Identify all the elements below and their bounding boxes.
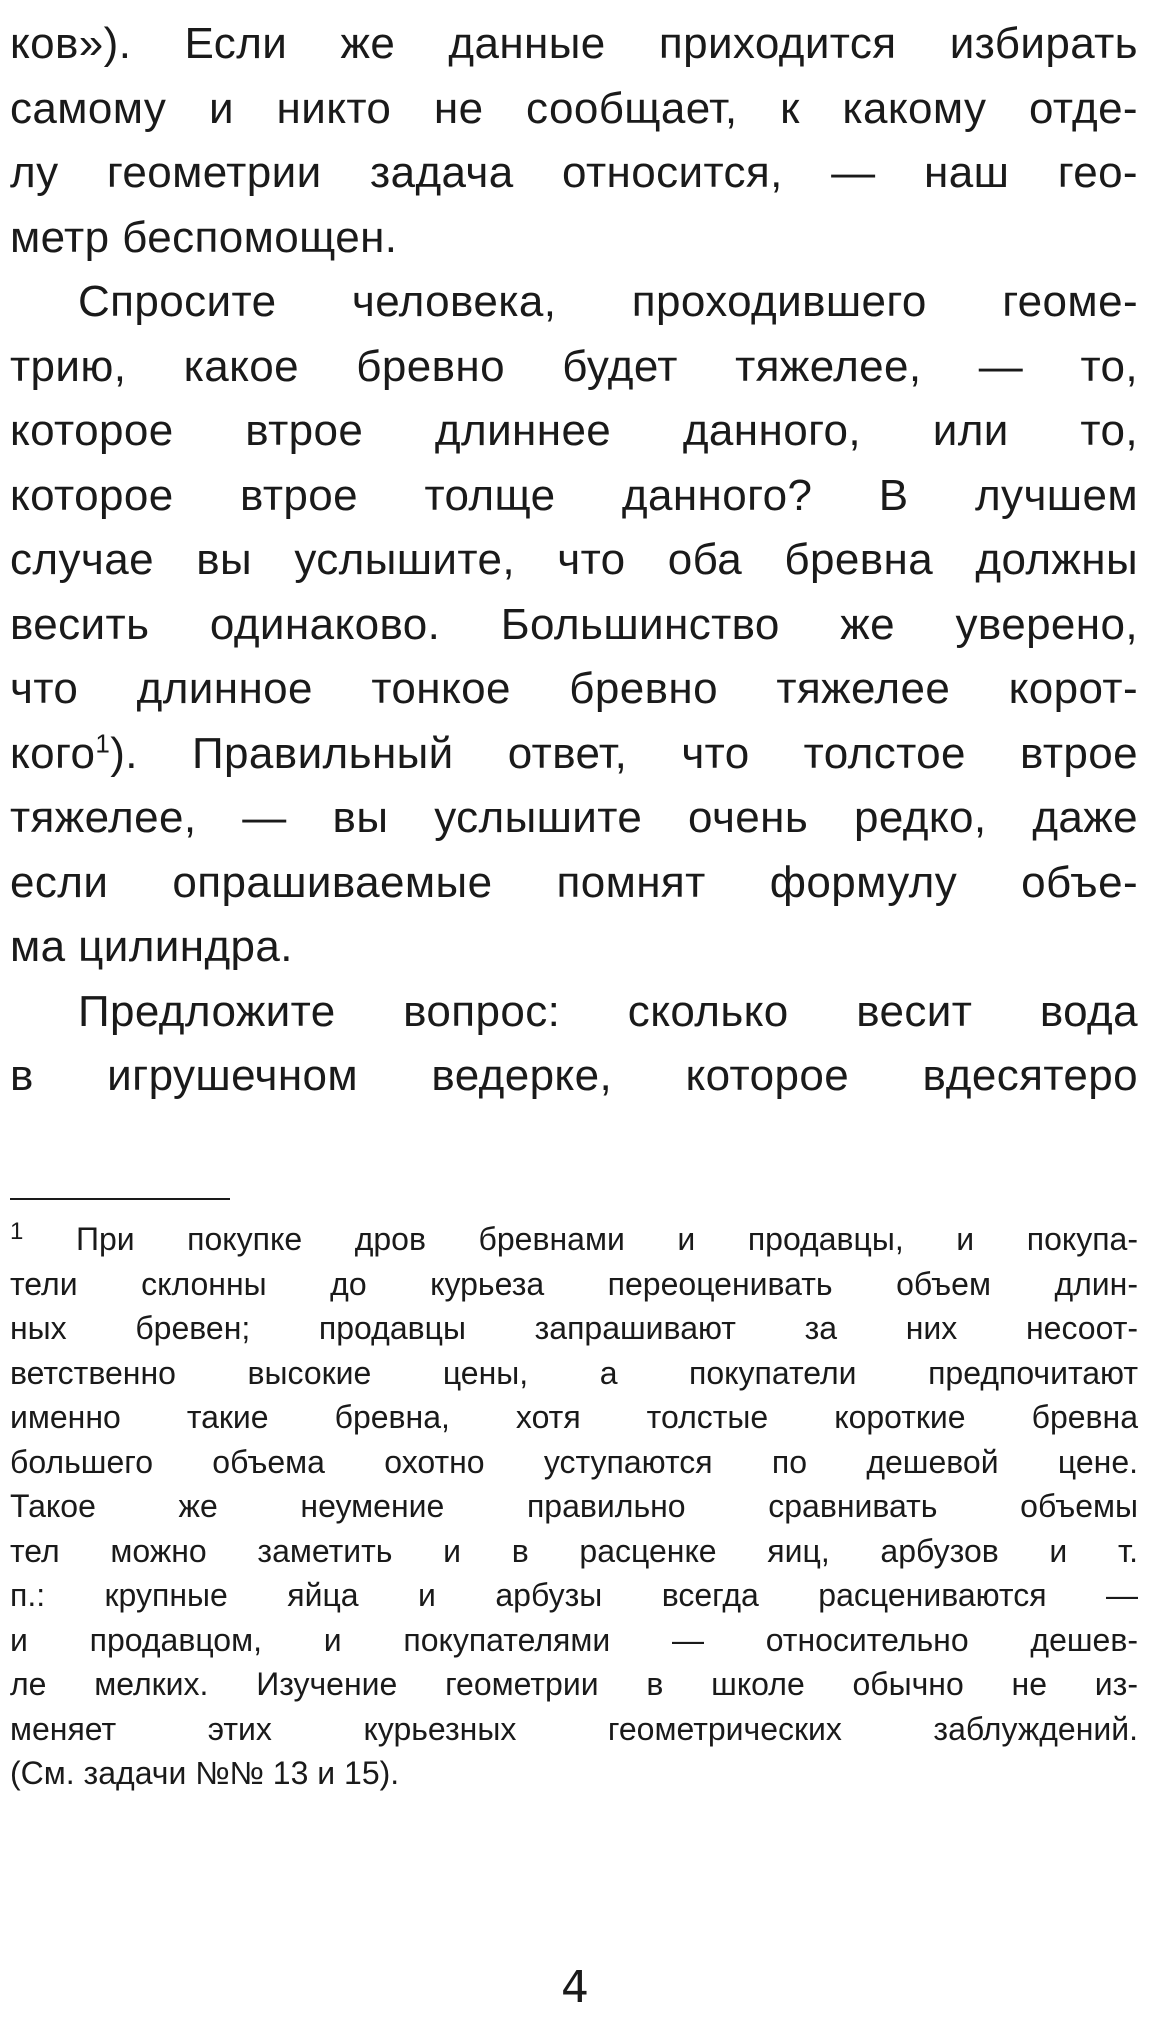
text-segment: кого	[10, 728, 96, 778]
text-line: Предложите вопрос: сколько весит вода	[78, 986, 1138, 1036]
text-line: которое втрое толще данного? В лучшем	[10, 470, 1138, 520]
footnote-line: (См. задачи №№ 13 и 15).	[10, 1755, 400, 1791]
text-line: в игрушечном ведерке, которое вдесятеро	[10, 1051, 1138, 1100]
footnote-line	[10, 1217, 1138, 1262]
footnote-line: ле мелких. Изучение геометрии в школе обычно не из-	[10, 1666, 1138, 1702]
text-line: случае вы услышите, что оба бревна должны	[10, 535, 1138, 584]
text-line: тяжелее, — вы услышите очень редко, даже	[10, 793, 1138, 842]
text-line: самому и никто не сообщает, к какому отде-	[10, 83, 1138, 133]
text-line: лу геометрии задача относится, — наш гео-	[10, 148, 1138, 197]
text-line: трию, какое бревно будет тяжелее, — то,	[10, 341, 1138, 391]
footnote-line: ветственно высокие цены, а покупатели предпочитают	[10, 1354, 1138, 1391]
text-line: ма цилиндра.	[10, 922, 293, 971]
text-line: что длинное тонкое бревно тяжелее корот-	[10, 664, 1138, 713]
text-line: весить одинаково. Большинство же уверено,	[10, 599, 1138, 649]
text-line: если опрашиваемые помнят формулу объе-	[10, 857, 1138, 907]
footnote-line: именно такие бревна, хотя толстые короткие бревна	[10, 1399, 1138, 1435]
footnote-line: ных бревен; продавцы запрашивают за них несоот-	[10, 1310, 1138, 1346]
footnote	[10, 1217, 1138, 1796]
text-line: ков»). Если же данные приходится избирать	[10, 19, 1138, 68]
text-line-with-footnote-ref	[10, 722, 1138, 787]
footnote-line: большего объема охотно уступаются по дешевой цене.	[10, 1443, 1138, 1480]
book-page	[10, 0, 1138, 2030]
text-line: которое втрое длиннее данного, или то,	[10, 406, 1138, 455]
text-line: метр беспомощен.	[10, 212, 398, 262]
main-text	[10, 12, 1138, 1109]
footnote-divider	[10, 1198, 230, 1200]
footnote-marker: 1	[10, 1218, 24, 1245]
page-number: 4	[561, 1962, 589, 2013]
footnote-line: тел можно заметить и в расценке яиц, арбузов и т.	[10, 1532, 1138, 1569]
footnote-line: Такое же неумение правильно сравнивать объемы	[10, 1488, 1138, 1524]
footnote-line: меняет этих курьезных геометрических заблуждений.	[10, 1710, 1138, 1747]
footnote-line: тели склонны до курьеза переоценивать объем длин-	[10, 1265, 1138, 1302]
footnote-line: и продавцом, и покупателями — относительно дешев-	[10, 1621, 1138, 1658]
footnote-line: п.: крупные яйца и арбузы всегда расцениваются —	[10, 1577, 1138, 1613]
text-segment: ). Правильный ответ, что толстое втрое	[110, 728, 1138, 778]
footnote-ref[interactable]: 1	[95, 727, 111, 758]
footnote-text: При покупке дров бревнами и продавцы, и покупа-	[75, 1221, 1139, 1257]
text-line: Спросите человека, проходившего геоме-	[78, 277, 1138, 326]
